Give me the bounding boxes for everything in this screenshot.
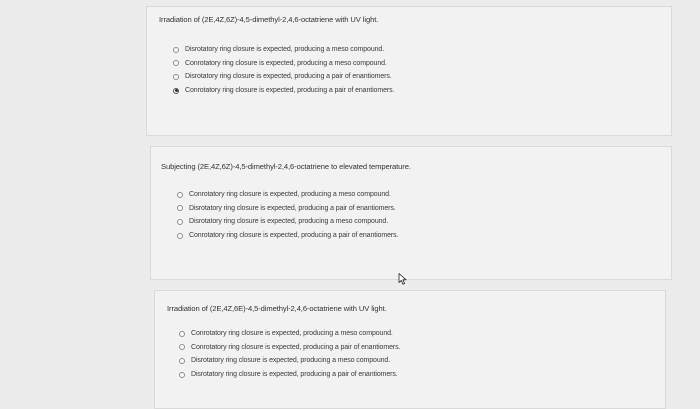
answer-option-label: Disrotatory ring closure is expected, producing a meso compound. xyxy=(189,218,389,226)
answer-option-label: Conrotatory ring closure is expected, producing a meso compound. xyxy=(189,191,391,199)
answer-option-label: Conrotatory ring closure is expected, producing a meso compound. xyxy=(185,59,387,67)
radio-button[interactable] xyxy=(177,192,183,198)
answer-option[interactable] xyxy=(177,188,398,202)
radio-button[interactable] xyxy=(173,47,179,53)
answer-options xyxy=(173,43,394,97)
answer-option-label: Disrotatory ring closure is expected, producing a pair of enantiomers. xyxy=(189,204,396,212)
radio-button[interactable] xyxy=(177,219,183,225)
radio-button[interactable] xyxy=(173,74,179,80)
radio-button[interactable] xyxy=(179,331,185,337)
question-card-1 xyxy=(146,6,672,136)
answer-option[interactable] xyxy=(173,70,394,84)
answer-option-label: Disrotatory ring closure is expected, producing a meso compound. xyxy=(191,357,391,365)
answer-option-label: Disrotatory ring closure is expected, producing a pair of enantiomers. xyxy=(185,73,392,81)
answer-option[interactable] xyxy=(179,354,400,368)
question-prompt: Irradiation of (2E,4Z,6Z)-4,5-dimethyl-2,4,6-octatriene with UV light. xyxy=(159,15,379,24)
answer-option-label: Conrotatory ring closure is expected, producing a pair of enantiomers. xyxy=(189,232,399,240)
answer-option-label: Conrotatory ring closure is expected, producing a pair of enantiomers. xyxy=(185,87,395,95)
answer-option[interactable] xyxy=(173,43,394,57)
radio-button[interactable] xyxy=(179,372,185,378)
answer-options xyxy=(179,327,400,381)
answer-option[interactable] xyxy=(173,57,394,71)
radio-button[interactable] xyxy=(173,60,179,66)
radio-button[interactable] xyxy=(177,205,183,211)
answer-option-label: Conrotatory ring closure is expected, producing a meso compound. xyxy=(191,330,393,338)
answer-option[interactable] xyxy=(179,341,400,355)
mouse-pointer-icon xyxy=(398,273,408,285)
answer-option-label: Disrotatory ring closure is expected, producing a meso compound. xyxy=(185,46,385,54)
radio-button-selected[interactable] xyxy=(173,88,179,94)
radio-button[interactable] xyxy=(179,344,185,350)
radio-button[interactable] xyxy=(179,358,185,364)
answer-option-label: Disrotatory ring closure is expected, producing a pair of enantiomers. xyxy=(191,371,398,379)
answer-option[interactable] xyxy=(179,327,400,341)
answer-option[interactable] xyxy=(173,84,394,98)
radio-button[interactable] xyxy=(177,233,183,239)
answer-options xyxy=(177,188,398,242)
question-card-2 xyxy=(150,146,672,280)
answer-option[interactable] xyxy=(177,202,398,216)
question-card-3 xyxy=(154,290,666,409)
answer-option[interactable] xyxy=(177,215,398,229)
question-prompt: Irradiation of (2E,4Z,6E)-4,5-dimethyl-2,4,6-octatriene with UV light. xyxy=(167,304,387,313)
answer-option-label: Conrotatory ring closure is expected, producing a pair of enantiomers. xyxy=(191,343,401,351)
answer-option[interactable] xyxy=(177,229,398,243)
answer-option[interactable] xyxy=(179,368,400,382)
question-prompt: Subjecting (2E,4Z,6Z)-4,5-dimethyl-2,4,6-octatriene to elevated temperature. xyxy=(161,162,411,171)
